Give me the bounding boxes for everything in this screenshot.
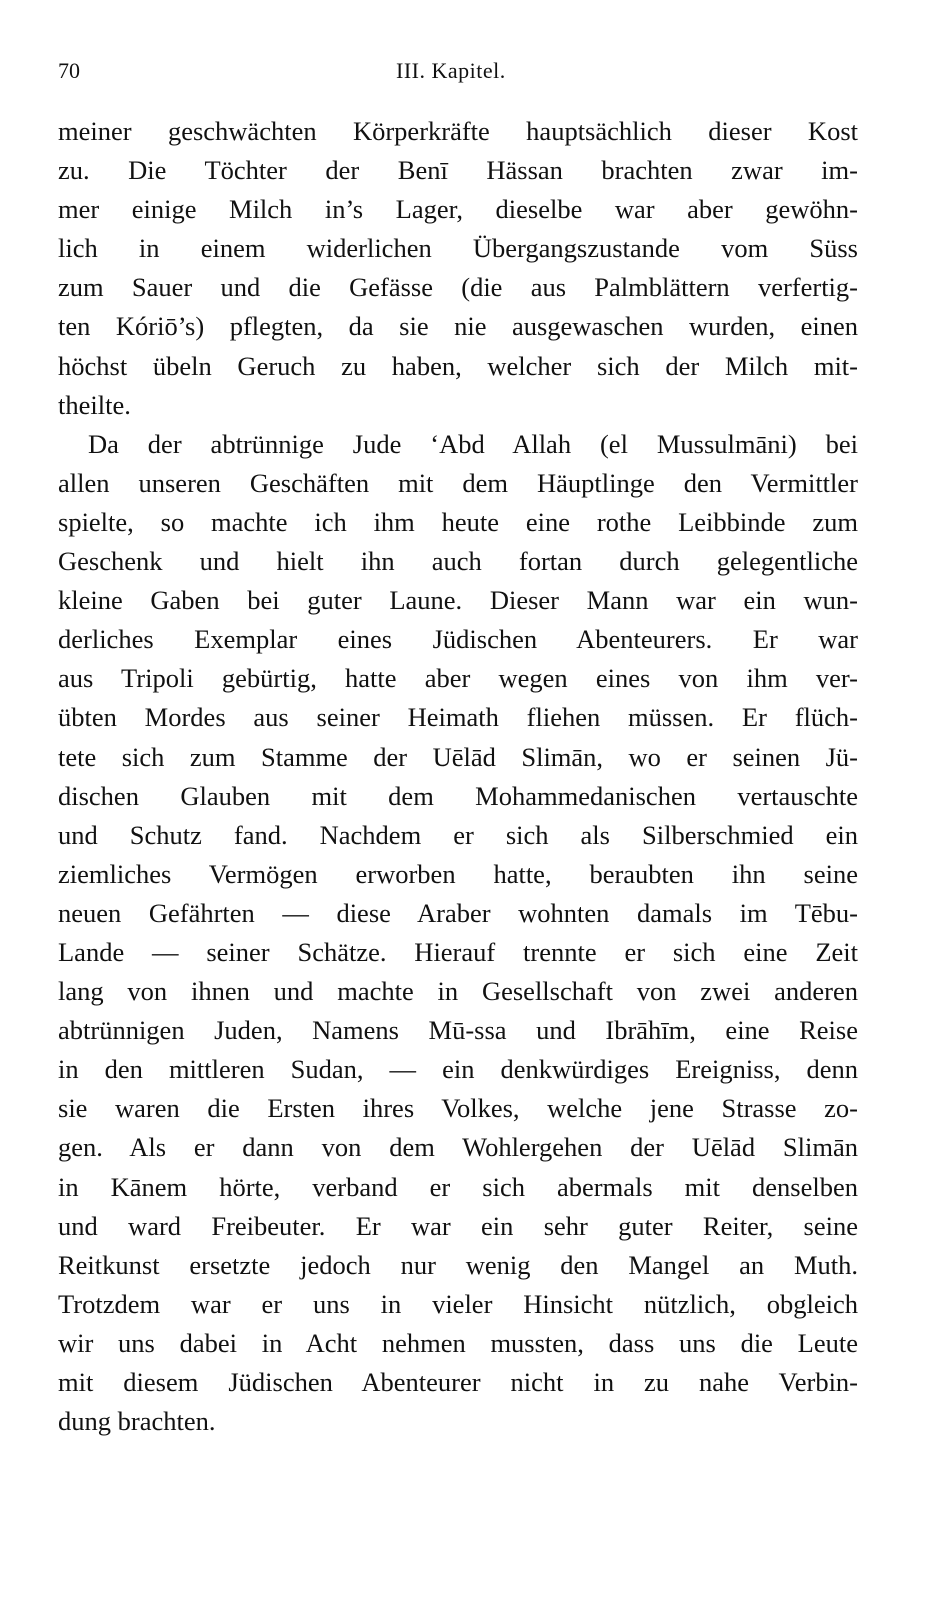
text-line: dung brachten. xyxy=(58,1406,216,1437)
text-line: meiner geschwächten Körperkräfte hauptsächlich dieser Kost xyxy=(58,116,858,146)
text-line: Lande — seiner Schätze. Hierauf trennte er sich eine Zeit xyxy=(58,936,858,967)
text-line: kleine Gaben bei guter Laune. Dieser Mann war ein wun- xyxy=(58,585,858,616)
paragraph-1 xyxy=(58,112,858,425)
page-number: 70 xyxy=(58,58,80,83)
text-line: in Kānem hörte, verband er sich abermals mit denselben xyxy=(58,1171,858,1202)
text-line: und Schutz fand. Nachdem er sich als Silberschmied ein xyxy=(58,819,858,850)
text-line: in den mittleren Sudan, — ein denkwürdiges Ereigniss, denn xyxy=(58,1054,858,1085)
text-line: mer einige Milch in’s Lager, dieselbe war aber gewöhn- xyxy=(58,194,858,225)
text-line: Trotzdem war er uns in vieler Hinsicht nützlich, obgleich xyxy=(58,1288,858,1319)
chapter-title: III. Kapitel. xyxy=(396,58,506,83)
text-line: höchst übeln Geruch zu haben, welcher sich der Milch mit- xyxy=(58,350,858,381)
paragraph-2 xyxy=(58,425,858,1441)
text-line: tete sich zum Stamme der Uēlād Slimān, wo er seinen Jü- xyxy=(58,741,858,772)
text-line: lang von ihnen und machte in Gesellschaft von zwei anderen xyxy=(58,976,858,1007)
text-line: allen unseren Geschäften mit dem Häuptlinge den Vermittler xyxy=(58,467,858,498)
text-line: dischen Glauben mit dem Mohammedanischen vertauschte xyxy=(58,780,858,811)
text-line: zu. Die Töchter der Benī Hässan brachten zwar im- xyxy=(58,155,858,186)
text-line: theilte. xyxy=(58,389,131,420)
text-line: mit diesem Jüdischen Abenteurer nicht in zu nahe Verbin- xyxy=(58,1367,858,1397)
text-line: übten Mordes aus seiner Heimath fliehen müssen. Er flüch- xyxy=(58,702,858,733)
text-line: neuen Gefährten — diese Araber wohnten damals im Tēbu- xyxy=(58,897,858,928)
body-text xyxy=(58,112,858,1441)
running-head xyxy=(58,58,858,90)
text-line: aus Tripoli gebürtig, hatte aber wegen eines von ihm ver- xyxy=(58,663,858,694)
text-line: lich in einem widerlichen Übergangszustande vom Süss xyxy=(58,233,858,264)
text-line: zum Sauer und die Gefässe (die aus Palmblättern verfertig- xyxy=(58,272,858,303)
text-line: und ward Freibeuter. Er war ein sehr guter Reiter, seine xyxy=(58,1210,858,1241)
text-line: sie waren die Ersten ihres Volkes, welche jene Strasse zo- xyxy=(58,1093,858,1124)
text-line: ten Kóriō’s) pflegten, da sie nie ausgewaschen wurden, einen xyxy=(58,311,858,342)
text-line: spielte, so machte ich ihm heute eine rothe Leibbinde zum xyxy=(58,506,858,537)
text-line: Geschenk und hielt ihn auch fortan durch gelegentliche xyxy=(58,546,858,577)
text-line: ziemliches Vermögen erworben hatte, beraubten ihn seine xyxy=(58,858,858,889)
text-line: gen. Als er dann von dem Wohlergehen der Uēlād Slimān xyxy=(58,1132,858,1163)
text-line: abtrünnigen Juden, Namens Mū-ssa und Ibrāhīm, eine Reise xyxy=(58,1015,858,1046)
text-line: Reitkunst ersetzte jedoch nur wenig den Mangel an Muth. xyxy=(58,1249,858,1280)
text-line: derliches Exemplar eines Jüdischen Abenteurers. Er war xyxy=(58,624,858,655)
text-line: wir uns dabei in Acht nehmen mussten, dass uns die Leute xyxy=(58,1327,858,1358)
text-line: Da der abtrünnige Jude ‘Abd Allah (el Mussulmāni) bei xyxy=(88,428,858,459)
